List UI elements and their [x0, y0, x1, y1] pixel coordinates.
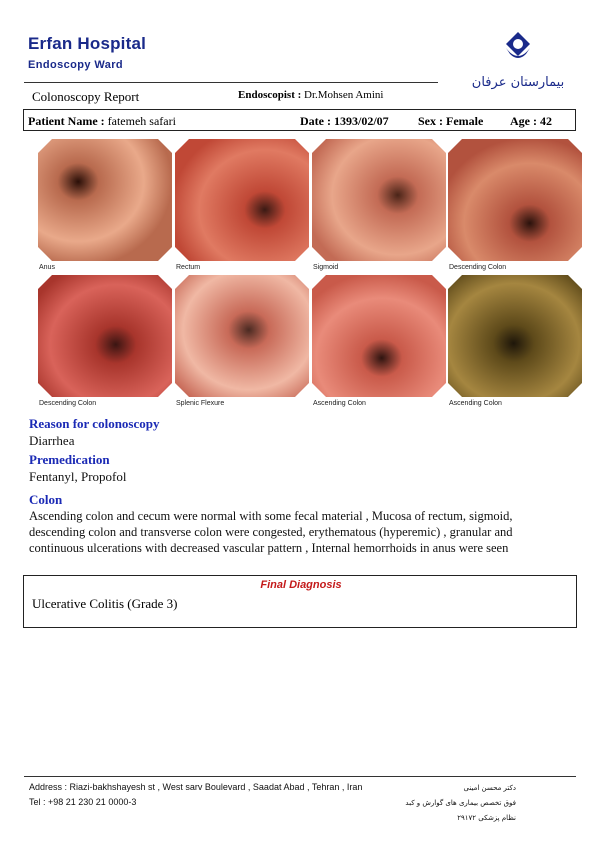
patient-name-label: Patient Name : — [28, 114, 105, 128]
signature-license: نظام پزشکی ۲۹۱۷۲ — [457, 814, 516, 822]
patient-name — [28, 114, 176, 129]
patient-info-box — [23, 109, 576, 131]
image-caption: Descending Colon — [39, 400, 97, 407]
age-value: 42 — [540, 114, 552, 128]
endoscopy-image — [38, 275, 172, 397]
premedication-title: Premedication — [29, 452, 110, 467]
colon-title: Colon — [29, 492, 63, 507]
image-caption: Rectum — [176, 264, 201, 271]
patient-sex — [418, 114, 483, 129]
signature-specialty: فوق تخصص بیماری های گوارش و کبد — [405, 799, 516, 807]
endoscopist-line — [238, 89, 383, 101]
sex-label: Sex : — [418, 114, 443, 128]
image-caption: Descending Colon — [449, 264, 507, 271]
endoscopist-value: Dr.Mohsen Amini — [304, 89, 384, 101]
image-caption: Ascending Colon — [449, 400, 502, 407]
colon-line-1: Ascending colon and cecum were normal with some fecal material , Mucosa of rectum, sigmoid, — [29, 509, 513, 523]
image-caption: Sigmoid — [313, 264, 339, 271]
endoscopy-image — [448, 139, 582, 261]
colon-line-2: descending colon and transverse colon were congested, erythematous (hyperemic) , granular and — [29, 525, 513, 539]
footer-divider — [24, 776, 576, 777]
hospital-name: Erfan Hospital — [28, 34, 147, 53]
telephone: Tel : +98 21 230 21 0000-3 — [29, 797, 137, 807]
image-caption: Anus — [39, 264, 55, 271]
reason-text: Diarrhea — [29, 433, 75, 448]
sex-value: Female — [446, 114, 484, 128]
final-diagnosis-title: Final Diagnosis — [260, 579, 342, 591]
report-title: Colonoscopy Report — [32, 89, 140, 104]
endoscopy-image — [38, 139, 172, 261]
endoscopy-image — [312, 275, 446, 397]
logo-text: بیمارستان عرفان — [471, 75, 565, 90]
reason-title: Reason for colonoscopy — [29, 416, 160, 431]
colon-line-3: continuous ulcerations with decreased vascular pattern , Internal hemorrhoids in anus were seen — [29, 541, 509, 555]
image-caption: Splenic Flexure — [176, 400, 225, 407]
colon-findings — [29, 508, 589, 556]
endoscopy-image — [312, 139, 446, 261]
header-divider — [24, 82, 438, 83]
endoscopy-image — [175, 275, 309, 397]
hospital-logo — [456, 28, 574, 98]
patient-name-value: fatemeh safari — [107, 114, 176, 128]
ward-name: Endoscopy Ward — [28, 59, 124, 71]
age-label: Age : — [510, 114, 537, 128]
final-diagnosis-box — [23, 575, 577, 628]
date-label: Date : — [300, 114, 331, 128]
date-value: 1393/02/07 — [333, 114, 389, 128]
address: Address : Riazi-bakhshayesh st , West sarv Boulevard , Saadat Abad , Tehran , Iran — [29, 782, 363, 792]
endoscopist-label: Endoscopist : — [238, 89, 302, 101]
patient-age — [510, 114, 552, 129]
endoscopy-image — [175, 139, 309, 261]
final-diagnosis-text: Ulcerative Colitis (Grade 3) — [32, 596, 178, 611]
premedication-text: Fentanyl, Propofol — [29, 469, 127, 484]
exam-date — [300, 114, 389, 129]
signature-name: دکتر محسن امینی — [463, 784, 516, 792]
image-caption: Ascending Colon — [313, 400, 366, 407]
endoscopy-image — [448, 275, 582, 397]
